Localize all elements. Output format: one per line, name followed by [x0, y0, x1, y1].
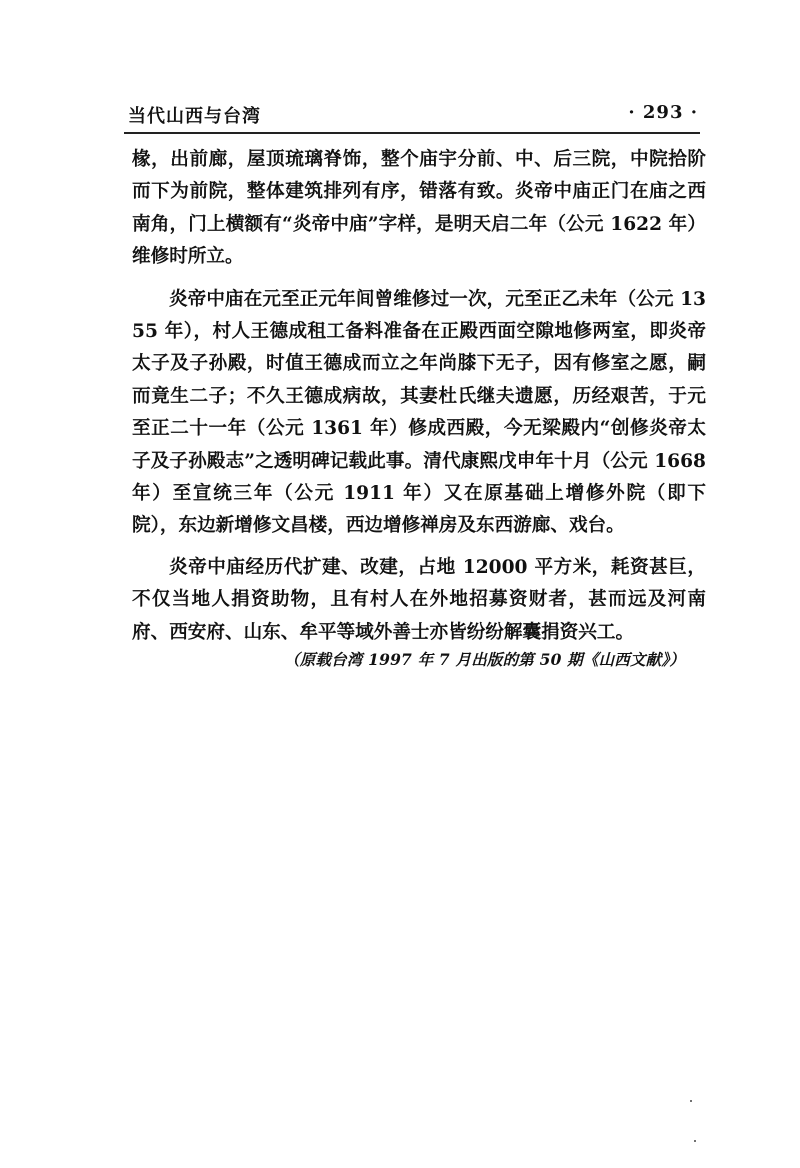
paragraph-continuation: 椽，出前廊，屋顶琉璃脊饰，整个庙宇分前、中、后三院，中院拾阶而下为前院，整体建筑排列有序，错落有致。炎帝中庙正门在庙之西南角，门上横额有“炎帝中庙”字样，是明天启二年（公元 1622 年）维修时所立。: [132, 149, 706, 268]
running-title: 当代山西与台湾: [128, 106, 261, 127]
paragraph: 炎帝中庙经历代扩建、改建，占地 12000 平方米，耗资甚巨，不仅当地人捐资助物，且有村人在外地招募资财者，甚而远及河南府、西安府、山东、牟平等域外善士亦皆纷纷解囊捐资兴工。: [132, 556, 706, 643]
paragraph: 炎帝中庙在元至正元年间曾维修过一次，元至正乙未年（公元 1355 年），村人王德成租工备料准备在正殿西面空隙地修两室，即炎帝太子及子孙殿，时值王德成而立之年尚膝下无子，因有修室之愿，嗣而竟生二子；不久王德成病故，其妻杜氏继夫遗愿，历经艰苦，于元至正二十一年（公元 1361 年）修成西殿，今无梁殿内“创修炎帝太子及子孙殿志”之透明碑记载此事。清代康熙戊申年十月（公元 1668 年）至宣统三年（公元 1911 年）又在原基础上增修外院（即下院），东边新增修文昌楼，西边增修禅房及东西游廊、戏台。: [132, 288, 706, 537]
scan-speck: [690, 1100, 692, 1102]
source-note: （原载台湾 1997 年 7 月出版的第 50 期《山西文献》）: [284, 650, 686, 669]
page-number: · 293 ·: [628, 102, 698, 123]
header-rule: [124, 132, 700, 134]
running-header: [128, 96, 698, 126]
body-text: [132, 144, 706, 649]
scan-speck: [694, 1140, 696, 1142]
